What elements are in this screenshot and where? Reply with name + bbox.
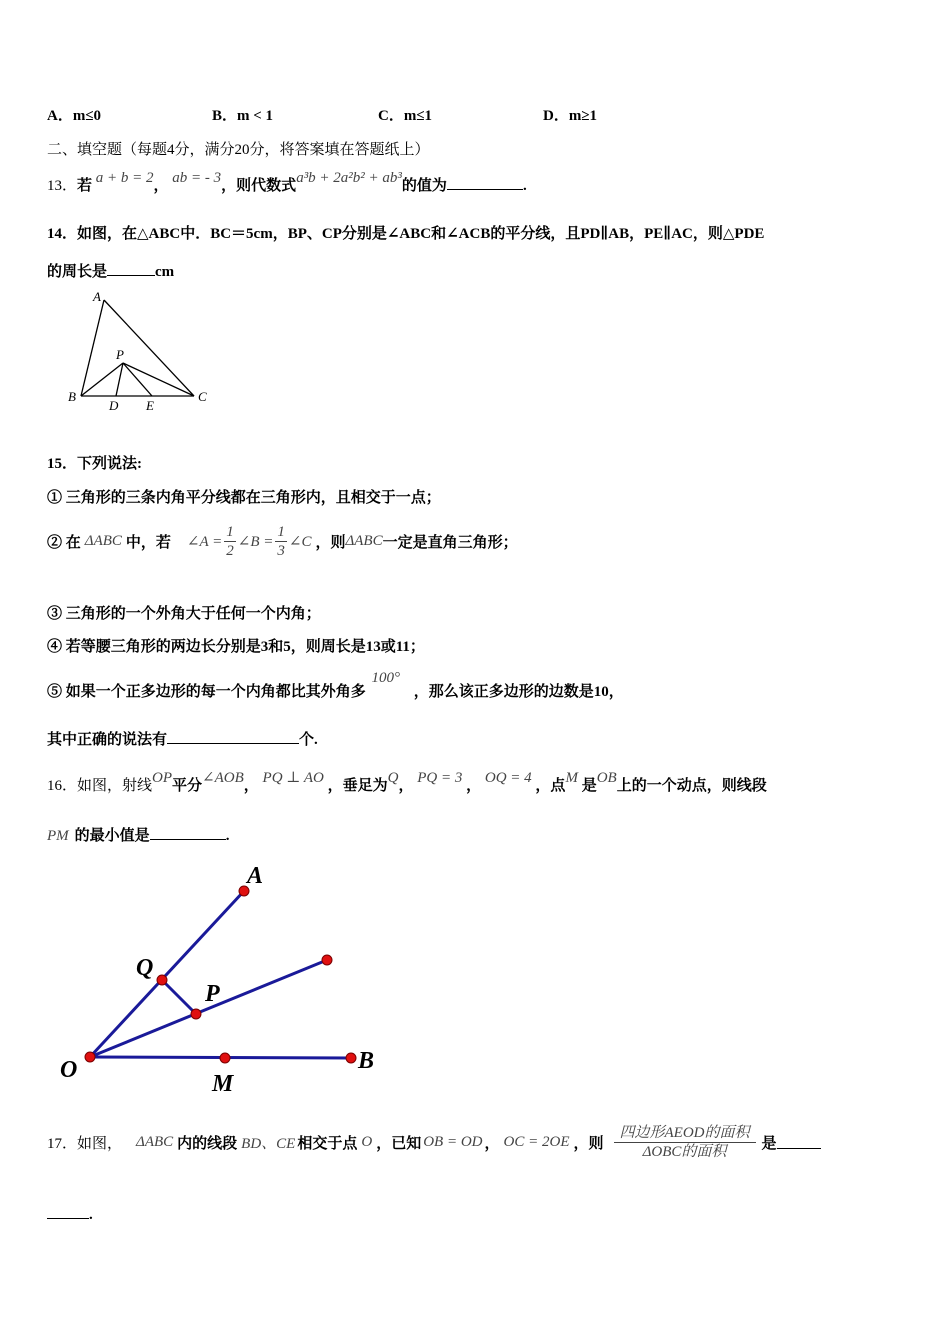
- q17-text-8: .: [89, 1207, 93, 1223]
- q15-s5-text-b: ，那么该正多边形的边数是10，: [413, 684, 624, 700]
- question-14-line-2: [47, 260, 174, 281]
- q16-point-o: [85, 1052, 95, 1062]
- question-14-line-1: 14．如图，在△ABC中．BC＝5cm，BP、CP分别是∠ABC和∠ACB的平分线，且PD∥AB，PE∥AC，则△PDE: [47, 226, 765, 242]
- q16-text-11: .: [225, 828, 230, 844]
- q16-text-9: 上的一个动点，则线段: [616, 778, 767, 794]
- q15-statement-2: [47, 520, 518, 562]
- q15-statement-5: [47, 670, 624, 701]
- question-16-line-1: [47, 770, 767, 795]
- q16-math-pm: PM: [47, 828, 69, 844]
- q13-number: 13．: [47, 178, 78, 194]
- q14-segment-cp: [123, 363, 194, 396]
- q15-s2-frac2-num: 1: [277, 523, 285, 540]
- q16-angle-figure: [50, 855, 400, 1105]
- section-header: 二、填空题（每题4分，满分20分，将答案填在答题纸上）: [47, 142, 430, 158]
- q17-math-abc: ΔABC: [136, 1133, 174, 1150]
- q16-text-6: ，: [466, 778, 482, 794]
- q15-s2-fraction-2: [275, 523, 287, 560]
- q14-text-b: cm: [155, 264, 175, 280]
- q13-text-2: ，: [153, 178, 169, 194]
- q16-point-p: [191, 1009, 201, 1019]
- q15-s5-math: 100°: [371, 670, 401, 686]
- q16-text-4: ，垂足为: [327, 778, 388, 794]
- q16-text-3: ，: [243, 778, 259, 794]
- q14-label-c: C: [198, 389, 207, 404]
- q14-text-a: 的周长是: [47, 264, 108, 280]
- q16-math-q: Q: [387, 770, 399, 786]
- q16-math-m: M: [565, 770, 578, 786]
- q16-math-oq-4: OQ = 4: [484, 770, 532, 786]
- q14-label-a: A: [93, 289, 101, 304]
- q16-label-m: M: [212, 1071, 234, 1097]
- q14-segment-ab: [81, 300, 104, 396]
- q16-label-a: A: [247, 863, 264, 889]
- q15-s2-fraction-1: [224, 523, 236, 560]
- q16-label-p: P: [205, 981, 220, 1007]
- q16-ray-op: [90, 960, 327, 1057]
- q16-answer-blank: [150, 827, 226, 840]
- q17-text-2: 内的线段: [177, 1135, 238, 1152]
- q17-frac-den: ΔOBC的面积: [642, 1143, 727, 1160]
- q15-statement-3: ③ 三角形的一个外角大于任何一个内角；: [47, 606, 321, 622]
- q16-math-pq-perp-ao: PQ ⊥ AO: [262, 770, 324, 786]
- q16-text-2: 平分: [172, 778, 203, 794]
- q15-conclusion: [47, 728, 318, 749]
- q16-segment-qp: [162, 980, 196, 1014]
- q17-text-1: 17．如图，: [47, 1135, 123, 1152]
- q17-math-oc-2oe: OC = 2OE: [503, 1133, 570, 1150]
- q17-answer-blank-1: [777, 1136, 821, 1149]
- q16-text-7: ，点: [535, 778, 566, 794]
- q13-math-2: ab = - 3: [172, 170, 222, 186]
- q14-label-d: D: [109, 398, 119, 413]
- q15-statement-4: ④ 若等腰三角形的两边长分别是3和5，则周长是13或11；: [47, 639, 425, 655]
- q14-label-p: P: [116, 347, 124, 362]
- q13-text-3: ，则代数式: [221, 178, 297, 194]
- q16-text-5: ，: [398, 778, 414, 794]
- option-c: C．m≤1: [378, 108, 433, 124]
- q14-segment-pe: [123, 363, 152, 396]
- q15-answer-blank: [167, 731, 299, 744]
- q16-math-op: OP: [152, 770, 173, 786]
- q14-triangle-figure: [60, 285, 220, 415]
- q13-text-1: 若: [77, 178, 93, 194]
- q15-s2-text-c: ，则: [315, 534, 346, 551]
- q17-text-3: 相交于点: [297, 1135, 358, 1152]
- q17-text-7: 是: [761, 1135, 777, 1152]
- q16-point-end: [322, 955, 332, 965]
- q16-label-b: B: [358, 1048, 375, 1074]
- q17-text-6: ，则: [573, 1135, 604, 1152]
- q16-text-10: 的最小值是: [74, 828, 150, 844]
- q16-ray-oa: [90, 891, 244, 1057]
- q16-point-m: [220, 1053, 230, 1063]
- q15-statement-1: ① 三角形的三条内角平分线都在三角形内，且相交于一点；: [47, 490, 441, 506]
- q16-math-angle-aob: ∠AOB: [202, 770, 244, 786]
- q15-s2-angle-c: ∠C: [288, 533, 312, 550]
- q15-s2-frac2-den: 3: [277, 542, 285, 559]
- q15-s2-text-a: ② 在: [47, 534, 81, 551]
- q13-text-5: .: [522, 178, 527, 194]
- question-17-line-2: [47, 1206, 93, 1224]
- q13-math-1: a + b = 2: [95, 170, 154, 186]
- option-a: A．m≤0: [47, 108, 102, 124]
- q15-s2-text-b: 中，若: [125, 534, 171, 551]
- q17-text-4: ，已知: [376, 1135, 422, 1152]
- q17-text-5: ，: [484, 1135, 500, 1152]
- option-d: D．m≥1: [543, 108, 598, 124]
- q17-frac-num: 四边形AEOD的面积: [614, 1124, 756, 1143]
- q15-s2-math-2: ΔABC: [345, 532, 383, 549]
- q16-label-o: O: [60, 1057, 78, 1083]
- q15-s2-angle-a: ∠A =: [186, 533, 223, 550]
- question-15-title: 15．下列说法:: [47, 456, 142, 472]
- q13-answer-blank: [447, 177, 523, 190]
- q16-math-pq-3: PQ = 3: [417, 770, 463, 786]
- q15-s2-math-1: ΔABC: [84, 532, 122, 549]
- q15-s2-frac1-num: 1: [226, 523, 234, 540]
- q14-label-b: B: [68, 389, 76, 404]
- question-16-line-2: [47, 824, 229, 845]
- q17-math-o: O: [361, 1133, 373, 1150]
- q16-text-1: 16．如图，射线: [47, 778, 153, 794]
- q16-point-q: [157, 975, 167, 985]
- q16-label-q: Q: [136, 955, 154, 981]
- q17-math-ob-od: OB = OD: [423, 1133, 483, 1150]
- q15-s2-text-d: 一定是直角三角形；: [382, 534, 518, 551]
- q16-math-ob: OB: [596, 770, 617, 786]
- q13-math-3: a³b + 2a²b² + ab³: [296, 170, 402, 186]
- q17-math-bd-ce: BD、CE: [241, 1135, 296, 1152]
- q15-s2-angle-b: ∠B =: [237, 533, 274, 550]
- q14-answer-blank: [107, 263, 155, 276]
- q15-s2-frac1-den: 2: [226, 542, 234, 559]
- question-17-line-1: [47, 1116, 821, 1168]
- q15-conclusion-text-b: 个.: [299, 732, 318, 748]
- q14-label-e: E: [146, 398, 154, 413]
- q16-text-8: 是: [581, 778, 597, 794]
- question-13: [47, 170, 527, 195]
- q13-text-4: 的值为: [401, 178, 447, 194]
- q17-fraction: [614, 1124, 756, 1161]
- q15-s5-text-a: ⑤ 如果一个正多边形的每一个内角都比其外角多: [47, 684, 366, 700]
- q17-answer-blank-2: [47, 1206, 89, 1219]
- q15-conclusion-text-a: 其中正确的说法有: [47, 732, 168, 748]
- option-b: B．m < 1: [212, 108, 274, 124]
- q16-point-b: [346, 1053, 356, 1063]
